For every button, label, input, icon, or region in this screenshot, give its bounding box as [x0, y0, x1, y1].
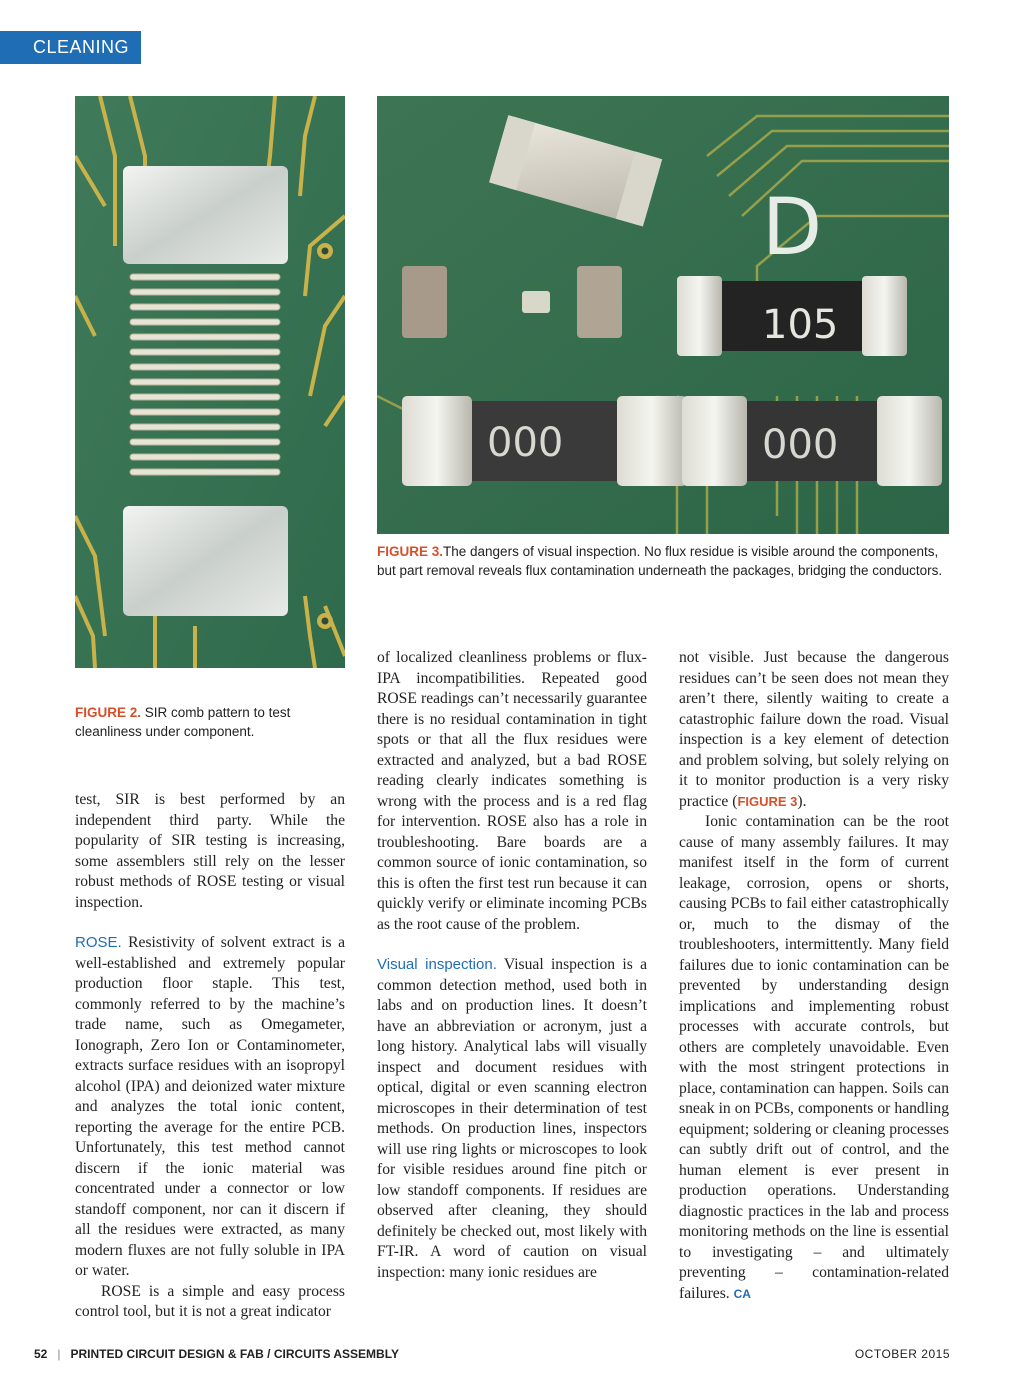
col3-p2-text: Ionic contamination can be the root cause of many assembly failures. It may manifest itself in the form of current leakage, corrosion, opens or shorts, causing PCBs to fail either catastrophically or, much to the dismay of the troubleshooters, intermittently. Many field failures due to ionic contamination can be prevented by understanding design implications and implementing robust processes with accurate controls, but others are completely unavoidable. Even with the most stringent protections in place, contamination can happen. Soils can sneak in on PCBs, components or handling equipment; soldering or cleaning processes can subtly drift out of control, and the human element is ever present in production operations. Understanding diagnostic practices in the lab and process monitoring methods on the line is essential to investigating – and ultimately preventing – contamination-related failures. — [679, 813, 949, 1302]
col1-paragraph-3: ROSE is a simple and easy process control tool, but it is not a great indicator — [75, 1282, 345, 1320]
footer-left — [34, 1347, 399, 1361]
figure-3-marking-000-left: 000 — [487, 420, 564, 466]
figure-2-photo — [75, 96, 345, 668]
section-tag: CLEANING — [0, 31, 141, 64]
col2-paragraph-1: of localized cleanliness problems or flux-IPA incompatibilities. Repeated good ROSE readings can’t necessarily guarantee there is no residual contamination in tight spots or that all the flux residues were extracted and analyzed, but a bad ROSE reading clearly indicates something is wrong with the process and is a red flag for intervention. ROSE also has a role in troubleshooting. Bare boards are a common source of ionic contamination, so this is often the first test run because it can quickly verify or eliminate incoming PCBs as the root cause of the problem. — [377, 649, 647, 933]
footer-divider: | — [57, 1347, 61, 1361]
figure-2-label: FIGURE 2. — [75, 705, 142, 720]
rose-heading: ROSE. — [75, 934, 122, 951]
col3-paragraph-2 — [679, 812, 949, 1304]
col2-paragraph-2 — [377, 955, 647, 1283]
page-number: 52 — [34, 1347, 48, 1361]
figure-2-caption — [75, 704, 345, 741]
col3-p1-text-b: ). — [797, 792, 807, 810]
figure-3-photo — [377, 96, 949, 534]
figure-3-marking-000-right: 000 — [762, 422, 839, 468]
figure-3-caption — [377, 543, 949, 580]
visual-inspection-heading: Visual inspection. — [377, 956, 497, 973]
figure-3-reference: FIGURE 3 — [737, 793, 798, 809]
column-2 — [377, 648, 647, 1283]
issue-date: OCTOBER 2015 — [854, 1347, 950, 1361]
publication-name: PRINTED CIRCUIT DESIGN & FAB / CIRCUITS ASSEMBLY — [70, 1347, 399, 1361]
figure-3-label: FIGURE 3. — [377, 544, 444, 559]
col1-paragraph-1: test, SIR is best performed by an independent third party. While the popularity of SIR testing is increasing, some assemblers still rely on the lesser robust methods of ROSE testing or visual inspection. — [75, 791, 345, 911]
col3-p1-text-a: not visible. Just because the dangerous residues can’t be seen does not mean they aren’t there, silently waiting to create a catastrophic failure down the road. Visual inspection is a key element of detection and problem solving, but solely relying on it to monitor production is a very risky practice ( — [679, 649, 949, 810]
figure-3-text: The dangers of visual inspection. No flux residue is visible around the components, but part removal reveals flux contamination underneath the packages, bridging the conductors. — [377, 544, 943, 578]
rose-body: Resistivity of solvent extract is a well-established and extremely popular production floor staple. This test, commonly referred to by the machine’s trade name, such as Omegameter, Ionograph, Zero Ion or Contaminometer, extracts surface residues with an isopropyl alcohol (IPA) and deionized water mixture and analyzes the total ionic content, reporting the average for the entire PCB. Unfortunately, this test method cannot discern if the ionic material was concentrated under a connector or low standoff component, nor can it discern if all the residues were extracted, as many modern fluxes are not fully soluble in IPA or water. — [75, 934, 345, 1279]
column-3 — [679, 648, 949, 1304]
end-mark: CA — [733, 1286, 751, 1301]
column-1 — [75, 790, 345, 1323]
figure-3-marking-105: 105 — [762, 302, 839, 348]
col3-paragraph-1 — [679, 648, 949, 812]
figure-2-text: SIR comb pattern to test cleanliness under component. — [75, 705, 291, 739]
col1-paragraph-2 — [75, 933, 345, 1282]
visual-inspection-body: Visual inspection is a common detection method, used both in labs and on production lines. It doesn’t have an abbreviation or acronym, just a long history. Analytical labs will visually inspect and document residues with optical, digital or even scanning electron microscopes in their determination of test methods. On production lines, inspectors will use ring lights or microscopes to look for visible residues around fine pitch or low standoff components. If residues are observed after cleaning, they should definitely be checked out, most likely with FT-IR. A word of caution on visual inspection: many ionic residues are — [377, 956, 647, 1281]
figure-3-silkscreen-d: D — [762, 183, 823, 273]
